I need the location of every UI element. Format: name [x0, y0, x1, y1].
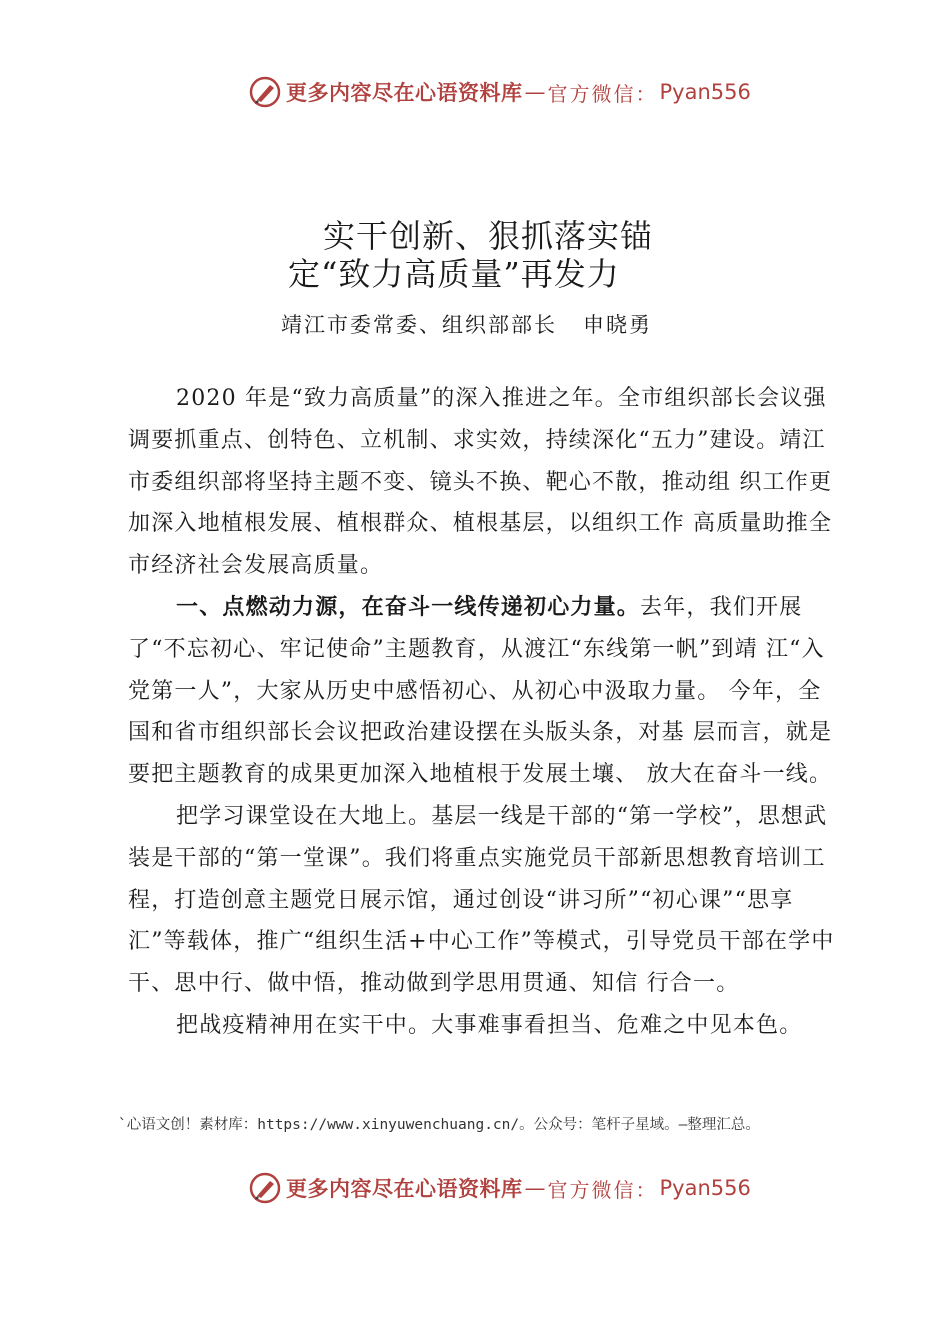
paragraph-3: 把学习课堂设在大地上。基层一线是干部的“第一学校”，思想武装是干部的“第一堂课”。我们将重点实施党员干部新思想教育培训工程，打造创意主题党日展示馆，通过创设“讲习所”“初心课”“思享汇”等载体，推广“组织生活+中心工作”等模式，引导党员干部在学中干、思中行、做中悟，推动做到学思用贯通、知信 行合一。	[128, 803, 835, 997]
banner-wechat-label: 官方微信：	[547, 1177, 658, 1202]
section-heading-1: 一、点燃动力源，在奋斗一线传递初心力量。	[176, 594, 641, 620]
paragraph-1: 2020 年是“致力高质量”的深入推进之年。全市组织部长会议强调要抓重点、创特色、立机制、求实效，持续深化“五力”建设。靖江市委组织部将坚持主题不变、镜头不换、靶心不散，推动组 织工作更加深入地植根发展、植根群众、植根基层，以组织工作 高质量助推全市经济社会发展高质量。	[128, 386, 833, 579]
banner-main-text: 更多内容尽在心语资料库	[286, 81, 523, 105]
banner-separator: —	[524, 1176, 546, 1200]
footer-banner	[248, 1168, 751, 1208]
pen-logo-icon	[248, 1171, 282, 1205]
banner-separator: —	[524, 80, 546, 104]
header-banner	[248, 72, 751, 112]
footer-note: `心语文创！素材库：https://www.xinyuwenchuang.cn/。公众号：笔杆子星域。—整理汇总。	[118, 1117, 760, 1133]
pen-logo-icon	[248, 75, 282, 109]
title-line-2: 定“致力高质量”再发力	[288, 255, 620, 293]
byline	[281, 309, 652, 339]
author-position: 靖江市委常委、组织部部长	[281, 313, 557, 337]
banner-wechat-id: Pyan556	[659, 80, 751, 104]
title-line-1: 实干创新、狠抓落实锚	[323, 217, 654, 255]
author-name: 申晓勇	[583, 313, 652, 337]
banner-main-text: 更多内容尽在心语资料库	[286, 1177, 523, 1201]
paragraph-2	[128, 587, 840, 796]
paragraph-2-text: 去年，我们开展了“不忘初心、牢记使命”主题教育，从渡江“东线第一帆”到靖 江“入党第一人”，大家从历史中感悟初心、从初心中汲取力量。 今年，全国和省市组织部长会议把政治建设摆在头版头条，对基 层而言，就是要把主题教育的成果更加深入地植根于发展土壤、 放大在奋斗一线。	[128, 594, 833, 788]
banner-wechat-id: Pyan556	[659, 1176, 751, 1200]
paragraph-4: 把战疫精神用在实干中。大事难事看担当、危难之中见本色。	[176, 1012, 803, 1038]
banner-wechat-label: 官方微信：	[547, 81, 658, 106]
article-body	[128, 378, 840, 1047]
